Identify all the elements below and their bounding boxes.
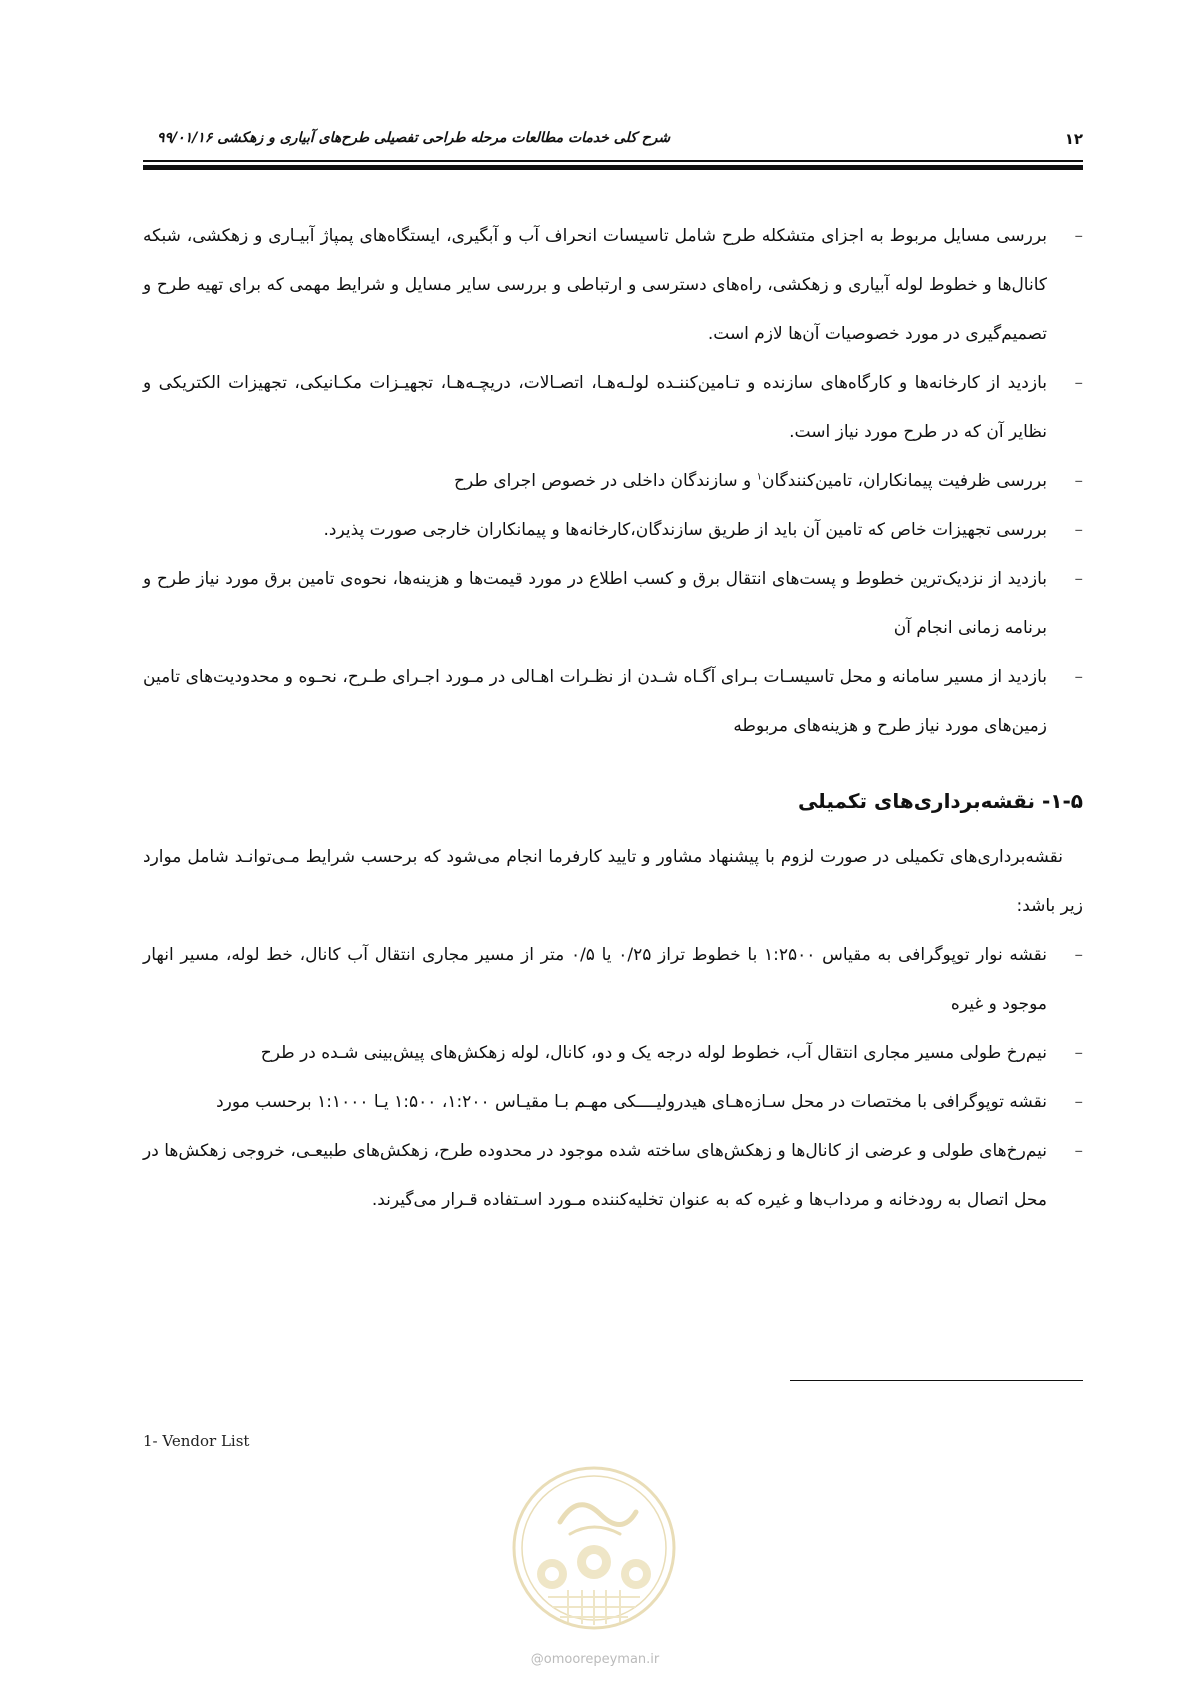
footnote-marker[interactable]: ۱ xyxy=(756,471,762,483)
list-item: – بررسی مسایل مربوط به اجزای متشکله طرح شامل تاسیسات انحراف آب و آبگیری، ایستگاه‌های پمپاژ آبیـاری و زهکشی، شبکه کانال‌ها و خطوط لوله آبیاری و زهکشی، راه‌های دسترسی و ارتباطی و بررسی سایر مسایل و شرایط مهمی که برای تهیه طرح و تصمیم‌گیری در مورد خصوصیات آن‌ها لازم است. xyxy=(143,212,1083,359)
list-item: – نیم‌رخ‌های طولی و عرضی از کانال‌ها و زهکش‌های ساخته شده موجود در محدوده طرح، زهکش‌های طبیعـی، خروجی زهکش‌ها در محل اتصال به رودخانه و مرداب‌ها و غیره که به عنوان تخلیه‌کننده مـورد اسـتفاده قـرار می‌گیرند. xyxy=(143,1127,1083,1225)
bullet-list-survey xyxy=(143,931,1083,1225)
list-item-text: و سازندگان داخلی در خصوص اجرای طرح xyxy=(454,471,757,491)
list-item-text: بررسی ظرفیت پیمانکاران، تامین‌کنندگان xyxy=(762,471,1047,491)
watermark-url: @omoorepeyman.ir xyxy=(530,1652,660,1667)
header-rule-thin xyxy=(143,160,1083,162)
list-item: – نقشه توپوگرافی با مختصات در محل سـازه‌هـای هیدرولیــــکی مهـم بـا مقیـاس ۱:۲۰۰، ۱:۵۰۰ یـا ۱:۱۰۰۰ برحسب مورد xyxy=(143,1078,1083,1127)
document-title: شرح کلی خدمات مطالعات مرحله طراحی تفصیلی طرح‌های آبیاری و زهکشی xyxy=(217,130,671,146)
list-item: – بررسی تجهیزات خاص که تامین آن باید از طریق سازندگان،کارخانه‌ها و پیمانکاران خارجی صورت پذیرد. xyxy=(143,506,1083,555)
bullet-list-top xyxy=(143,212,1083,751)
list-item: – بازدید از نزدیک‌ترین خطوط و پست‌های انتقال برق و کسب اطلاع در مورد قیمت‌ها و هزینه‌ها، نحوه‌ی تامین برق مورد نیاز طرح و برنامه زمانی انجام آن xyxy=(143,555,1083,653)
page-header xyxy=(143,118,1083,158)
header-rule-thick xyxy=(143,165,1083,170)
watermark-logo-icon xyxy=(508,1462,680,1637)
list-item: – بازدید از مسیر سامانه و محل تاسیسـات بـرای آگـاه شـدن از نظـرات اهـالی در مـورد اجـرای طـرح، نحـوه و محدودیت‌های تامین زمین‌های مورد نیاز طرح و هزینه‌های مربوطه xyxy=(143,653,1083,751)
list-item: – بازدید از کارخانه‌ها و کارگاه‌های سازنده و تـامین‌کننـده لولـه‌هـا، اتصـالات، دریچـه‌هـا، تجهیـزات مکـانیکی، تجهیزات الکتریکی و نظایر آن که در طرح مورد نیاز است. xyxy=(143,359,1083,457)
page-number: ۱۲ xyxy=(1064,130,1083,148)
footnote: 1- Vendor List xyxy=(143,1432,250,1450)
section-intro: نقشه‌برداری‌های تکمیلی در صورت لزوم با پیشنهاد مشاور و تایید کارفرما انجام می‌شود که برحسب شرایط مـی‌توانـد شامل موارد زیر باشد: xyxy=(143,847,1083,916)
page-body xyxy=(143,212,1083,1225)
document-date: ۹۹/۰۱/۱۶ xyxy=(157,130,213,146)
list-item: – نیم‌رخ طولی مسیر مجاری انتقال آب، خطوط لوله درجه یک و دو، کانال، لوله زهکش‌های پیش‌بینی شـده در طرح xyxy=(143,1029,1083,1078)
list-item: – نقشه نوار توپوگرافی به مقیاس ۱:۲۵۰۰ با خطوط تراز ۰/۲۵ یا ۰/۵ متر از مسیر مجاری انتقال آب کانال، خط لوله، مسیر انهار موجود و غیره xyxy=(143,931,1083,1029)
section-heading: ۱-۵- نقشه‌برداری‌های تکمیلی xyxy=(797,789,1083,813)
footnote-separator xyxy=(790,1380,1083,1381)
list-item-footnoted xyxy=(143,457,1083,506)
running-title xyxy=(143,130,670,146)
